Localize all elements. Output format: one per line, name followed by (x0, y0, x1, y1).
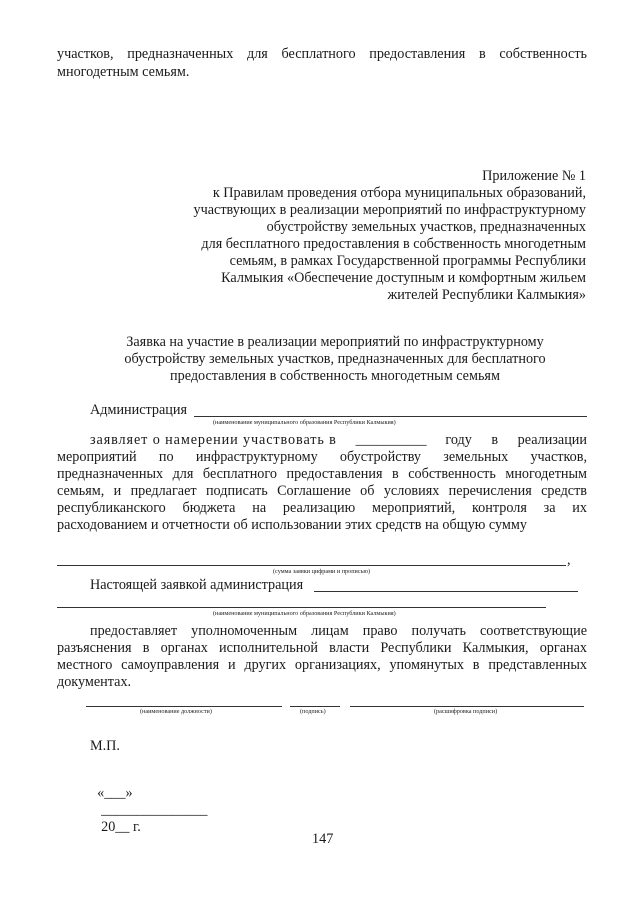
body-line: семьям, и предлагает подписать Соглашение об условиях перечисления средств (57, 483, 587, 499)
heading-line: Заявка на участие в реализации мероприятий по инфраструктурному (126, 334, 544, 350)
appendix-line: семьям, в рамках Государственной программы Республики (229, 253, 586, 269)
admin-label: Администрация (90, 402, 187, 418)
grants-line: местного самоуправления и других организациях, упомянутых в представленных (57, 657, 587, 673)
sum-caption: (сумма заявки цифрами и прописью) (273, 568, 371, 575)
present-label: Настоящей заявкой администрация (90, 577, 304, 593)
declares-line (90, 432, 587, 449)
appendix-line: для бесплатного предоставления в собственность многодетным (201, 236, 586, 252)
present-admin-blank-1[interactable] (314, 591, 578, 592)
appendix-line: участвующих в реализации мероприятий по инфраструктурному (193, 202, 586, 218)
appendix-title: Приложение № 1 (482, 168, 586, 184)
signature-blank[interactable] (290, 706, 340, 707)
body-line: мероприятий по инфраструктурному обустройству земельных участков, (57, 449, 587, 465)
date-year[interactable]: 20__ г. (101, 819, 141, 835)
declares-start: заявляет о намерении участвовать в (90, 432, 337, 448)
appendix-line: обустройству земельных участков, предназначенных (266, 219, 586, 235)
body-line: предназначенных для бесплатного предоставления в собственность многодетным (57, 466, 587, 482)
present-caption: (наименование муниципального образования Республики Калмыкия) (213, 610, 396, 617)
position-blank[interactable] (86, 706, 282, 707)
date-month[interactable]: _______________ (101, 802, 208, 818)
page-number: 147 (312, 831, 334, 847)
body-line-last: расходованием и отчетности об использовании этих средств на общую сумму (57, 517, 527, 533)
intro-line-2: многодетным семьям. (57, 64, 190, 80)
sign-caption: (подпись) (300, 708, 326, 715)
appendix-line: к Правилам проведения отбора муниципальных образований, (212, 185, 586, 201)
heading-line: обустройству земельных участков, предназначенных для бесплатного (124, 351, 546, 367)
sum-comma: , (567, 552, 571, 568)
admin-caption: (наименование муниципального образования Республики Калмыкия) (213, 419, 396, 426)
present-admin-blank-2[interactable] (57, 607, 546, 608)
stamp-label: М.П. (90, 738, 120, 754)
position-caption: (наименование должности) (140, 708, 212, 715)
grants-line: предоставляет уполномоченным лицам право получать соответствующие (90, 623, 587, 639)
body-line: республиканского бюджета на реализацию мероприятий, контроля за их (57, 500, 587, 516)
date-line (90, 768, 208, 836)
declares-end: году в реализации (445, 432, 587, 448)
intro-line-1: участков, предназначенных для бесплатного предоставления в собственность (57, 46, 587, 62)
grants-line-last: документах. (57, 674, 132, 690)
admin-name-blank[interactable] (194, 416, 587, 417)
date-day[interactable]: «___» (97, 785, 133, 801)
sum-blank[interactable] (57, 565, 566, 566)
grants-line: разъяснения в органах исполнительной власти Республики Калмыкия, органах (57, 640, 587, 656)
appendix-line: жителей Республики Калмыкия» (387, 287, 586, 303)
appendix-line: Калмыкия «Обеспечение доступным и комфортным жильем (221, 270, 586, 286)
year-blank[interactable]: __________ (355, 432, 427, 448)
decode-caption: (расшифровка подписи) (434, 708, 498, 715)
heading-line: предоставления в собственность многодетным семьям (170, 368, 500, 384)
signature-decode-blank[interactable] (350, 706, 584, 707)
